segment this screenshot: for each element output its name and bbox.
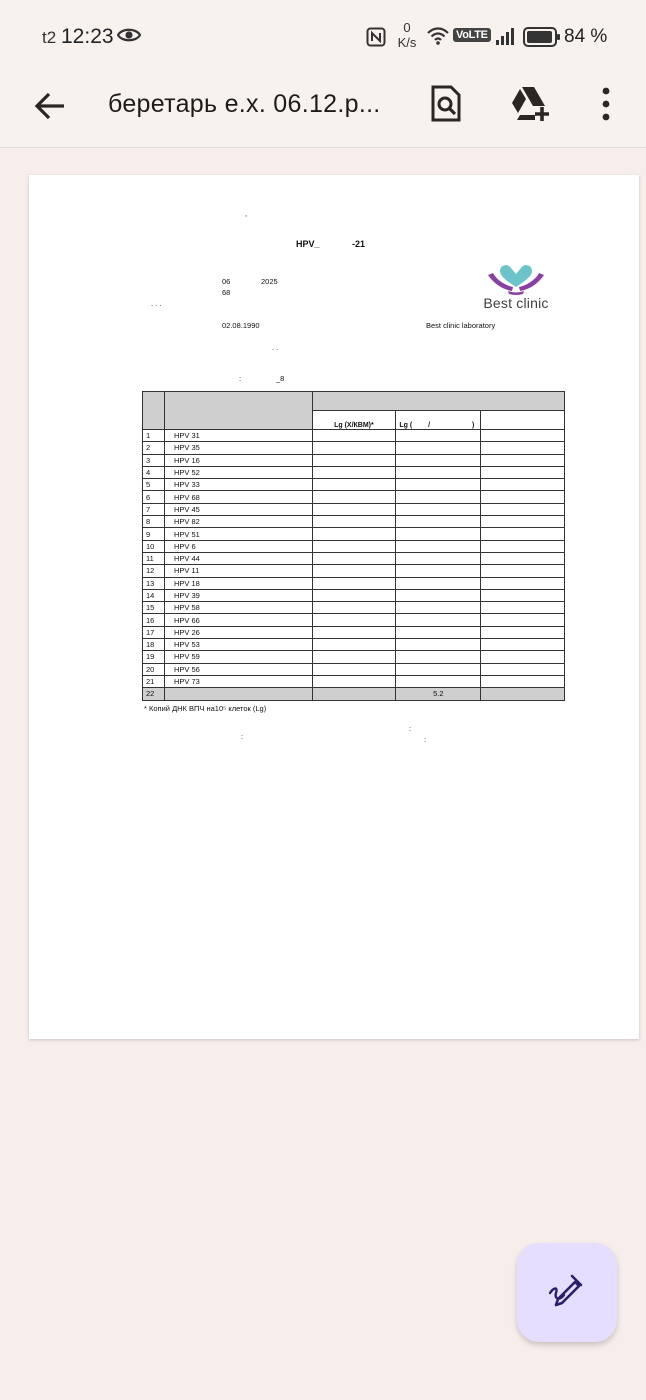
extra-value	[481, 454, 565, 466]
row-number: 12	[143, 565, 165, 577]
table-row	[143, 552, 565, 564]
app-bar	[0, 72, 646, 148]
carrier-label: t2	[42, 28, 57, 47]
extra-value	[481, 663, 565, 675]
extra-value	[481, 430, 565, 442]
colon-label: :	[239, 374, 242, 383]
table-row	[143, 528, 565, 540]
dots-mark-2: . .	[272, 343, 279, 352]
hpv-type: HPV 82	[164, 516, 312, 528]
header-lg-ratio-close: )	[472, 422, 475, 429]
table-footnote: * Копий ДНК ВПЧ на10⁵ клеток (Lg)	[144, 704, 267, 713]
net-speed	[394, 20, 420, 50]
colon-mark-c: :	[424, 735, 427, 744]
volte-badge: VoLTE	[453, 28, 491, 42]
extra-value	[481, 675, 565, 687]
lg-copies-value	[312, 663, 396, 675]
hpv-type: HPV 68	[164, 491, 312, 503]
row-number: 1	[143, 430, 165, 442]
header-lg-copies	[312, 411, 396, 430]
hpv-type: HPV 35	[164, 442, 312, 454]
hpv-type: HPV 11	[164, 565, 312, 577]
lg-ratio-value	[396, 565, 481, 577]
extra-value	[481, 577, 565, 589]
row-number: 13	[143, 577, 165, 589]
extra-value	[481, 589, 565, 601]
extra-value	[481, 491, 565, 503]
lg-copies-value	[312, 479, 396, 491]
lg-ratio-value	[396, 454, 481, 466]
date-day: 06	[222, 277, 231, 286]
extra-value	[481, 552, 565, 564]
net-speed-value: 0	[403, 20, 411, 35]
lg-ratio-value	[396, 577, 481, 589]
lg-ratio-value	[396, 589, 481, 601]
lg-ratio-value	[396, 663, 481, 675]
extra-value	[481, 639, 565, 651]
row-number: 5	[143, 479, 165, 491]
hpv-type: HPV 44	[164, 552, 312, 564]
lg-ratio-value	[396, 528, 481, 540]
battery-percent: 84 %	[564, 26, 608, 47]
hpv-type: HPV 39	[164, 589, 312, 601]
lg-ratio-value	[396, 614, 481, 626]
hpv-type: HPV 45	[164, 503, 312, 515]
lg-copies-value	[312, 430, 396, 442]
lg-ratio-value	[396, 516, 481, 528]
row-number: 20	[143, 663, 165, 675]
extra-value	[481, 442, 565, 454]
birth-date: 02.08.1990	[222, 321, 260, 330]
hpv-type: HPV 53	[164, 639, 312, 651]
table-row	[143, 577, 565, 589]
record-number: 68	[222, 288, 231, 297]
table-row	[143, 663, 565, 675]
hpv-type: HPV 58	[164, 602, 312, 614]
edit-pen-icon	[548, 1271, 586, 1314]
hpv-type: HPV 6	[164, 540, 312, 552]
add-to-drive-button[interactable]	[508, 84, 552, 128]
nfc-icon	[366, 27, 386, 52]
clinic-hands-heart-icon	[466, 261, 566, 295]
total-lg-copies	[312, 688, 396, 700]
lg-copies-value	[312, 491, 396, 503]
table-row	[143, 503, 565, 515]
extra-value	[481, 528, 565, 540]
lg-copies-value	[312, 626, 396, 638]
lg-ratio-value	[396, 675, 481, 687]
total-extra	[481, 688, 565, 700]
row-number: 15	[143, 602, 165, 614]
signal-icon	[495, 26, 517, 51]
lg-copies-value	[312, 528, 396, 540]
row-number: 4	[143, 466, 165, 478]
extra-value	[481, 516, 565, 528]
wifi-icon	[426, 26, 450, 51]
table-row	[143, 430, 565, 442]
lg-copies-value	[312, 602, 396, 614]
hpv-type: HPV 66	[164, 614, 312, 626]
row-number: 3	[143, 454, 165, 466]
header-lg-ratio	[396, 411, 481, 430]
row-number: 11	[143, 552, 165, 564]
hpv-type: HPV 18	[164, 577, 312, 589]
report-title-right: -21	[352, 239, 366, 249]
row-number: 21	[143, 675, 165, 687]
header-lg-copies-label: Lg (Х/КВМ)*	[334, 422, 374, 429]
logo-wordmark: Best clinic	[483, 295, 549, 311]
hpv-type: HPV 73	[164, 675, 312, 687]
hpv-results-table	[142, 391, 565, 701]
table-total-row	[143, 688, 565, 700]
battery-icon	[523, 27, 561, 52]
lg-ratio-value	[396, 466, 481, 478]
table-row	[143, 651, 565, 663]
lg-copies-value	[312, 466, 396, 478]
extra-value	[481, 540, 565, 552]
table-row	[143, 479, 565, 491]
hpv-type: HPV 59	[164, 651, 312, 663]
hpv-type: HPV 26	[164, 626, 312, 638]
best-clinic-logo	[466, 261, 566, 311]
back-button[interactable]	[30, 88, 70, 128]
total-row-number: 22	[143, 688, 165, 700]
lg-ratio-value	[396, 442, 481, 454]
lg-copies-value	[312, 639, 396, 651]
lg-ratio-value	[396, 552, 481, 564]
row-number: 19	[143, 651, 165, 663]
lg-ratio-value	[396, 540, 481, 552]
eye-icon	[117, 26, 141, 49]
extra-value	[481, 503, 565, 515]
table-row	[143, 466, 565, 478]
hpv-type: HPV 31	[164, 430, 312, 442]
row-number: 18	[143, 639, 165, 651]
table-row	[143, 639, 565, 651]
edit-fab-button[interactable]	[517, 1243, 617, 1342]
table-row	[143, 516, 565, 528]
row-number: 6	[143, 491, 165, 503]
table-row	[143, 675, 565, 687]
date-year: 2025	[261, 277, 278, 286]
extra-value	[481, 614, 565, 626]
colon-mark-b: :	[241, 732, 244, 741]
lg-copies-value	[312, 589, 396, 601]
extra-value	[481, 602, 565, 614]
header-cell-number	[143, 392, 165, 430]
table-header-top	[143, 392, 565, 411]
table-row	[143, 491, 565, 503]
lg-copies-value	[312, 651, 396, 663]
net-speed-unit: K/s	[397, 35, 417, 50]
hpv-type: HPV 16	[164, 454, 312, 466]
table-row	[143, 602, 565, 614]
hpv-type: HPV 56	[164, 663, 312, 675]
comma-mark: ,	[245, 209, 248, 218]
find-in-document-button[interactable]	[424, 84, 468, 128]
lg-copies-value	[312, 552, 396, 564]
row-number: 10	[143, 540, 165, 552]
hpv-type: HPV 52	[164, 466, 312, 478]
lg-ratio-value	[396, 503, 481, 515]
lg-ratio-value	[396, 651, 481, 663]
lg-copies-value	[312, 516, 396, 528]
lg-ratio-value	[396, 430, 481, 442]
extra-value	[481, 626, 565, 638]
add-to-drive-icon	[509, 85, 551, 128]
document-title: беретарь е.х. 06.12.р...	[108, 90, 381, 118]
extra-value	[481, 651, 565, 663]
status-bar	[0, 0, 646, 72]
lg-copies-value	[312, 675, 396, 687]
hpv-type: HPV 33	[164, 479, 312, 491]
lg-copies-value	[312, 503, 396, 515]
row-number: 9	[143, 528, 165, 540]
more-vert-icon	[602, 87, 610, 126]
more-options-button[interactable]	[588, 84, 624, 128]
header-lg-ratio-slash: /	[428, 422, 431, 429]
row-number: 7	[143, 503, 165, 515]
table-row	[143, 540, 565, 552]
row-number: 16	[143, 614, 165, 626]
lg-copies-value	[312, 442, 396, 454]
sample-suffix: _8	[276, 374, 285, 383]
colon-mark-a: :	[409, 724, 412, 733]
lg-copies-value	[312, 540, 396, 552]
row-number: 17	[143, 626, 165, 638]
table-row	[143, 454, 565, 466]
extra-value	[481, 565, 565, 577]
lg-copies-value	[312, 577, 396, 589]
lg-ratio-value	[396, 626, 481, 638]
extra-value	[481, 466, 565, 478]
total-row-type	[164, 688, 312, 700]
arrow-back-icon	[33, 91, 67, 126]
find-in-page-icon	[430, 85, 462, 128]
hpv-type: HPV 51	[164, 528, 312, 540]
header-lg-ratio-open: Lg (	[399, 422, 413, 429]
lg-copies-value	[312, 614, 396, 626]
report-title-left: HPV_	[296, 239, 320, 249]
lg-ratio-value	[396, 602, 481, 614]
document-page[interactable]	[29, 175, 639, 1039]
total-lg-ratio-value: 5.2	[396, 688, 481, 700]
table-row	[143, 442, 565, 454]
dots-mark: . . .	[151, 299, 162, 308]
lg-ratio-value	[396, 479, 481, 491]
row-number: 14	[143, 589, 165, 601]
clock: 12:23	[61, 25, 114, 48]
header-cell-extra	[481, 411, 565, 430]
extra-value	[481, 479, 565, 491]
lg-copies-value	[312, 565, 396, 577]
lg-ratio-value	[396, 639, 481, 651]
lg-ratio-value	[396, 491, 481, 503]
lab-name: Best clinic laboratory	[426, 321, 496, 330]
row-number: 8	[143, 516, 165, 528]
header-cell-type	[164, 392, 312, 430]
lg-copies-value	[312, 454, 396, 466]
header-cell-results	[312, 392, 565, 411]
table-row	[143, 589, 565, 601]
row-number: 2	[143, 442, 165, 454]
table-row	[143, 565, 565, 577]
table-row	[143, 614, 565, 626]
table-row	[143, 626, 565, 638]
